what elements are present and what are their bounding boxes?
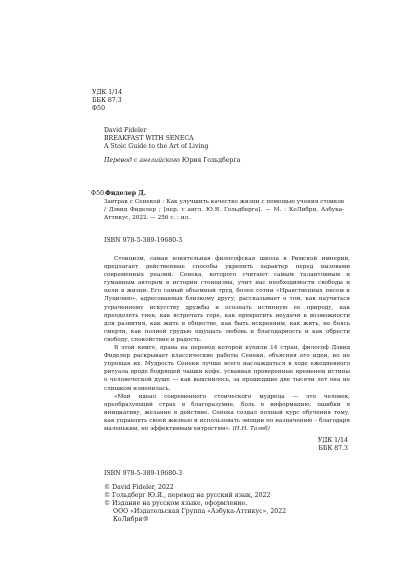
bbk-code: ББК 87.3 — [92, 97, 122, 104]
udk-code-repeat: УДК 1/14 — [317, 437, 348, 444]
copyright-line: © Издание на русском языке, оформление. — [104, 500, 248, 507]
classification-block — [92, 89, 172, 113]
translator-name: Юрия Гольдберга — [181, 157, 241, 164]
original-title: BREAKFAST WITH SENECA — [104, 135, 194, 142]
copyright-block — [104, 484, 304, 524]
bbk-code-repeat: ББК 87.3 — [318, 445, 348, 452]
copyright-line: ООО «Издательская Группа «Азбука-Аттикус», 2022 — [113, 508, 287, 515]
classification-block-repeat — [268, 437, 348, 453]
original-title-block — [104, 127, 344, 165]
bibliographic-author: Фиделер Д. — [104, 190, 146, 197]
bibliographic-heading — [91, 190, 351, 198]
translation-prefix: Перевод с английского — [104, 157, 180, 164]
isbn: ISBN 978-5-389-19680-3 — [104, 237, 183, 244]
author-mark: Ф50 — [92, 105, 106, 112]
quote-text: «Мой идеал современного стоического мудреца — это человек, преобразующий страх в благоразумие, боль в информацию, ошибки в инициативу, желание в действие. Сенека создал полный курс обучения тому, как управлять своей жизнью и использовать эмоции по назначению – благодаря маленьким, но эффективным хитростям». — [104, 393, 350, 432]
abstract-paragraph-1: Стоицизм, самая влиятельная философская школа в Римской империи, предлагает действенные способы укрепить характер перед вызовами современных реалий. Сенека, которого считают самым талантливым и гуманным автором в истории стоицизма, учит нас необходимости свободы и цели в жизни. Его самый объемный труд, более сотни «Нравственных писем к Луцилию», адресованных близкому другу, рассказывает о том, как научиться утраченному искусству дружбы и осознать истинную ее природу, как преодолеть гнев, как встречать горе, как превратить неудачи в возможности для развития, как жить в обществе, как быть искренним, как жить, не боясь смерти, как полной грудью ощущать любовь и благодарность и как обрести свободу, спокойствие и радость. — [104, 256, 350, 343]
abstract-paragraph-2: В этой книге, права на перевод которой купили 14 стран, философ Дэвид Фиделер раскрывает классические работы Сенеки, объясняя его идеи, но не упрощая их. Мудрость Сенеки лучше всего наслаждаться в ходе ежедневного ритуала вроде бодрящей чашки кофе. усваивая проверенные временем истины о человеческой душе — как выяснилось, за прошедшие две тысячи лет она не слишком изменилась. — [104, 345, 350, 392]
original-author: David Fideler — [104, 127, 147, 134]
copyright-line: © David Fideler, 2022 — [104, 484, 174, 491]
translation-credit — [104, 157, 344, 165]
copyright-line: КоЛибри® — [113, 516, 149, 523]
copyright-line: © Гольдберг Ю.Я., перевод на русский язык, 2022 — [104, 492, 271, 499]
abstract-quote — [104, 393, 350, 433]
udk-code: УДК 1/14 — [92, 89, 123, 96]
abstract — [104, 255, 350, 433]
bibliographic-description: Завтрак с Сенекой : Как улучшить качество жизни с помощью учения стоиков / Дэвид Фиделер ; [пер. с англ. Ю.Я. Гольдберга]. — М. : КоЛибри, Азбука-Аттикус, 2022. — 256 с. : ил. — [104, 199, 344, 222]
bibliographic-code: Ф50 — [91, 190, 105, 197]
isbn-repeat: ISBN 978-5-389-19680-3 — [104, 470, 183, 477]
quote-author: (Н.Н. Талеб) — [232, 425, 270, 432]
original-subtitle: A Stoic Guide to the Art of Living — [104, 143, 209, 150]
